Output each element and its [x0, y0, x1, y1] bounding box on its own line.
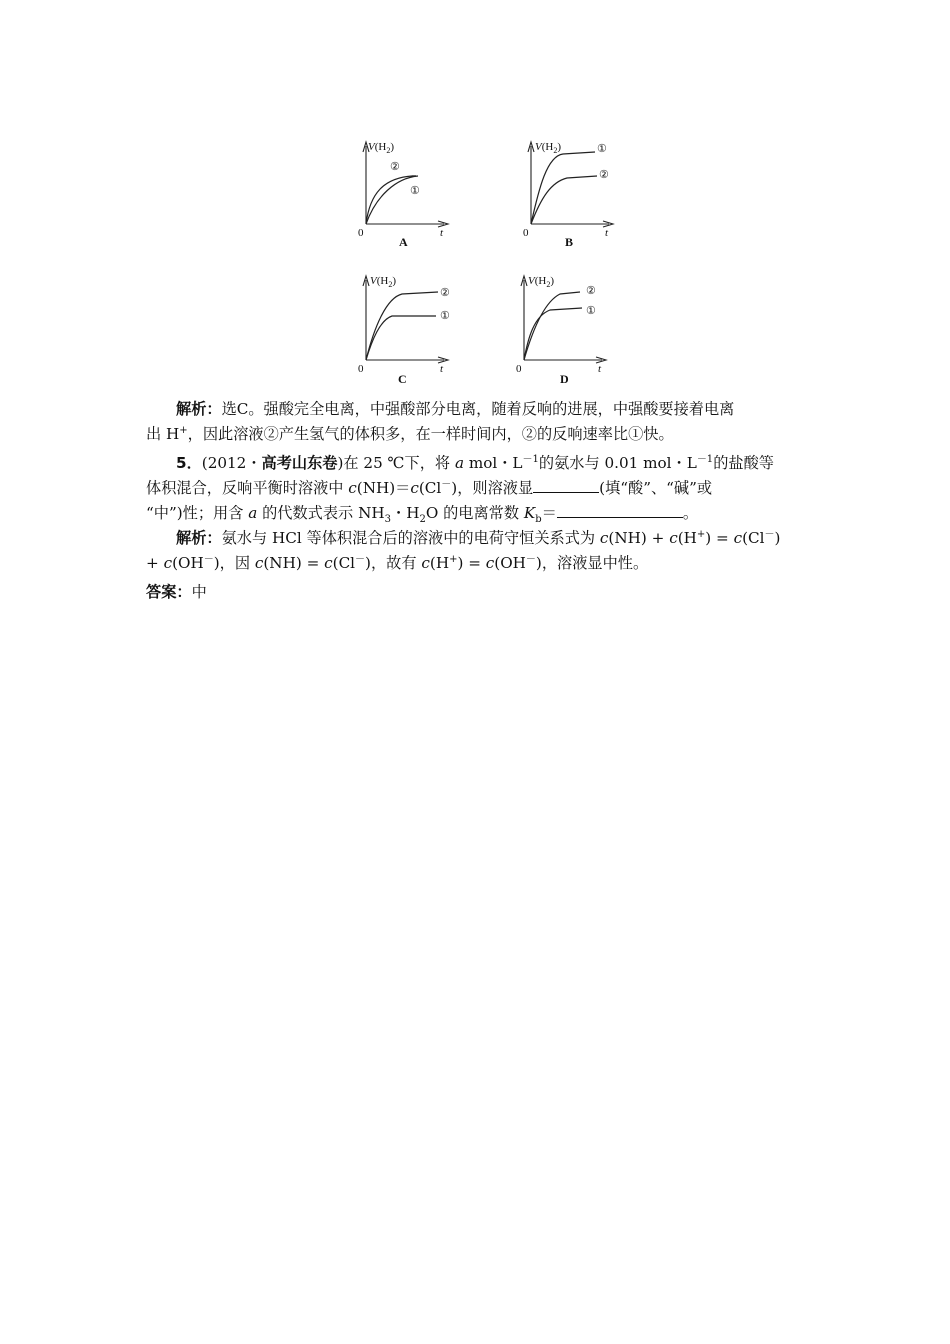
panel-label: A: [399, 235, 408, 249]
question-text: O 的电离常数: [425, 504, 524, 522]
y-axis: [528, 142, 534, 224]
x-axis-label: t: [440, 227, 444, 239]
analysis-text: 出 H: [146, 425, 180, 443]
x-axis: [366, 357, 448, 363]
question-text: ・H: [391, 504, 420, 522]
question-text: 的盐酸等: [713, 454, 774, 472]
x-axis-label: t: [598, 363, 602, 375]
subscript: 2: [419, 514, 426, 526]
subscript: b: [535, 514, 542, 526]
analysis-text: (H: [429, 554, 450, 572]
panel-label: D: [560, 372, 569, 386]
superscript: +: [449, 553, 458, 565]
superscript: －: [764, 528, 775, 540]
concentration-symbol: c: [669, 529, 678, 547]
superscript: －: [525, 553, 536, 565]
question-source: (2012・: [201, 454, 262, 472]
concentration-symbol: c: [254, 554, 264, 572]
curve-2: [524, 292, 580, 360]
superscript: －: [203, 553, 214, 565]
analysis-text: 氨水与 HCl 等体积混合后的溶液中的电荷守恒关系式为: [221, 529, 600, 547]
analysis1-line2: [146, 422, 816, 446]
y-axis-label: $V(H_2)$: [368, 141, 395, 155]
question-text: ＝: [541, 504, 557, 522]
panel-label: C: [398, 372, 407, 386]
superscript: －: [355, 553, 366, 565]
question-text: 体积混合，反响平衡时溶液中: [146, 479, 349, 497]
question5-line3: [146, 501, 816, 525]
curve-1: [366, 176, 418, 224]
question-text: 的代数式表示 NH: [257, 504, 385, 522]
analysis-text: (Cl: [332, 554, 356, 572]
superscript: +: [696, 528, 706, 540]
analysis-text: (H: [677, 529, 697, 547]
analysis-text: (OH: [494, 554, 526, 572]
concentration-symbol: c: [485, 554, 495, 572]
curve-label-2: ②: [599, 169, 609, 181]
curve-2: [531, 176, 597, 224]
curve-label-2: ②: [440, 287, 450, 299]
analysis-heading: 解析：: [176, 400, 222, 418]
concentration-symbol: c: [421, 554, 430, 572]
question-text: )在 25 ℃下，将: [337, 454, 455, 472]
analysis-text: )，故有: [365, 554, 422, 572]
analysis-text: +: [146, 554, 164, 572]
analysis1-line1: [146, 397, 846, 421]
x-axis-label: t: [440, 363, 444, 375]
question-number: 5．: [176, 454, 202, 472]
superscript: +: [179, 424, 188, 436]
curve-label-1: ①: [440, 310, 450, 322]
analysis-text: (NH) =: [263, 554, 325, 572]
analysis2-line1: [146, 526, 846, 550]
concentration-symbol: c: [348, 479, 357, 497]
answer-blank-2[interactable]: [557, 503, 683, 518]
origin-label: 0: [523, 227, 529, 239]
curve-label-1: ①: [586, 305, 596, 317]
superscript: －: [441, 478, 452, 490]
question-text: 的氨水与 0.01 mol・L: [538, 454, 697, 472]
concentration-symbol: c: [410, 479, 419, 497]
curve-label-2: ②: [390, 161, 400, 173]
kb-symbol: K: [523, 504, 536, 522]
graph-panel-a: [352, 138, 464, 250]
answer-line: [146, 580, 816, 604]
question-text: (填“酸”、“碱”或: [599, 479, 713, 497]
y-axis-label: $V(H_2)$: [535, 141, 562, 155]
curve-label-1: ①: [410, 185, 420, 197]
analysis-text: ) =: [705, 529, 734, 547]
analysis-text: ) =: [457, 554, 486, 572]
analysis-text: 选C。强酸完全电离，中强酸部分电离，随着反响的进展，中强酸要接着电离: [221, 400, 735, 418]
answer-text: 中: [191, 583, 207, 601]
curve-2: [366, 292, 438, 360]
graph-panel-c: [352, 272, 464, 384]
variable-a: a: [248, 504, 258, 522]
x-axis: [531, 221, 613, 227]
question-text: (Cl: [418, 479, 442, 497]
question-source-name: 高考山东卷: [261, 454, 338, 472]
y-axis-label: $V(H_2)$: [528, 275, 555, 289]
question-text: mol・L: [464, 454, 523, 472]
superscript: －1: [522, 453, 539, 465]
y-axis-label: $V(H_2)$: [370, 275, 397, 289]
superscript: －1: [696, 453, 714, 465]
curve-1: [366, 316, 436, 360]
question5-line1: [146, 451, 846, 475]
answer-heading: 答案：: [146, 583, 192, 601]
question-text: (NH)＝: [356, 479, 411, 497]
analysis-text: (OH: [172, 554, 204, 572]
x-axis: [366, 221, 448, 227]
curve-1: [531, 152, 595, 224]
analysis-text: (Cl: [742, 529, 765, 547]
answer-blank-1[interactable]: [533, 478, 599, 493]
curve-2: [366, 176, 416, 224]
question5-line2: [146, 476, 816, 500]
analysis-text: ): [774, 529, 781, 547]
origin-label: 0: [516, 363, 522, 375]
concentration-symbol: c: [163, 554, 173, 572]
question-text: “中”)性；用含: [146, 504, 249, 522]
x-axis-label: t: [605, 227, 609, 239]
panel-label: B: [565, 235, 574, 249]
curve-label-1: ①: [597, 143, 607, 155]
analysis2-line2: [146, 551, 816, 575]
analysis-text: ，因此溶液②产生氢气的体积多，在一样时间内，②的反响速率比①快。: [187, 425, 674, 443]
subscript: 3: [384, 514, 391, 526]
origin-label: 0: [358, 363, 364, 375]
question-text: )，则溶液显: [451, 479, 534, 497]
x-axis: [524, 357, 606, 363]
graph-panel-d: [510, 272, 622, 384]
concentration-symbol: c: [324, 554, 333, 572]
concentration-symbol: c: [599, 529, 609, 547]
origin-label: 0: [358, 227, 364, 239]
graph-panel-b: [517, 138, 629, 250]
analysis-heading: 解析：: [176, 529, 222, 547]
y-axis: [363, 276, 369, 360]
curve-label-2: ②: [586, 285, 596, 297]
variable-a: a: [454, 454, 465, 472]
analysis-text: (NH) +: [608, 529, 670, 547]
analysis-text: )，因: [213, 554, 255, 572]
concentration-symbol: c: [733, 529, 743, 547]
analysis-text: )，溶液显中性。: [535, 554, 649, 572]
question-text: 。: [682, 504, 698, 522]
